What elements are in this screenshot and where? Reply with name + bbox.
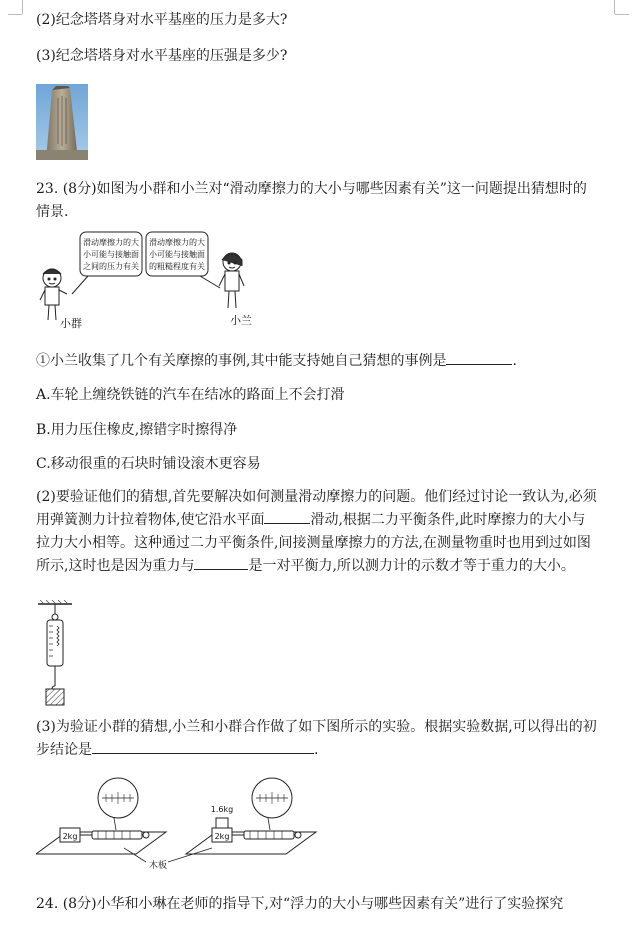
answer-blank-4[interactable] [92,739,314,754]
girl-figure [219,253,244,308]
q23-sub3 [36,716,598,762]
q23-sub1-text: ①小兰收集了几个有关摩擦的事例,其中能支持她自己猜想的事例是 [36,353,447,369]
q23-sub3-end: . [314,742,319,758]
friction-experiment-figure [36,776,326,872]
q23-sub1-end: . [512,353,517,369]
bubble-left-line-1: 滑动摩擦力的大 [83,238,139,247]
left-block-label: 2kg [62,832,78,841]
bubble-left-line-3: 之间的压力有关 [83,262,139,271]
board-label: 木板 [148,861,168,871]
margin-mark-left-h [8,14,22,15]
q23-stem: 23. (8分)如图为小群和小兰对“滑动摩擦力的大小与哪些因素有关”这一问题提出猜想时的情景. [36,181,587,220]
speech-scene-figure [36,228,276,332]
bubble-right-line-1: 滑动摩擦力的大 [149,238,205,247]
bubble-right-line-2: 小可能与接触面 [149,250,205,259]
option-b: B.用力压住橡皮,擦错字时擦得净 [36,422,238,438]
q22-sub2: (2)纪念塔塔身对水平基座的压力是多大? [36,12,288,28]
option-a: A.车轮上缠绕铁链的汽车在结冰的路面上不会打滑 [36,387,345,403]
bubble-right-line-3: 的粗糙程度有关 [149,262,205,271]
margin-mark-right-h [615,14,629,15]
answer-blank-2[interactable] [264,509,310,524]
boy-figure [40,269,67,320]
q24-stem: 24. (8分)小华和小琳在老师的指导下,对“浮力的大小与哪些因素有关”进行了实验探究 [36,896,564,912]
q23-sub2-part-b: 滑动,根据二力平衡条件,此时摩擦力的大小与拉力大小相等。这种通过二力平衡条件,间接测量摩擦力的方法,在测量物重时也用到过如图所示,这时也是因为重力与 [36,512,591,574]
spring-scale-figure [36,600,76,708]
option-c: C.移动很重的石块时铺设滚木更容易 [36,456,261,472]
q23-sub2-part-a: (2)要验证他们的猜想,首先要解决如何测量滑动摩擦力的问题。他们经过讨论一致认为,必须用弹簧测力计拉着物体,使它沿水平面 [36,489,597,528]
margin-mark-right [614,0,615,14]
answer-blank-1[interactable] [446,350,512,365]
bubble-left-line-2: 小可能与接触面 [83,250,139,259]
q22-sub3: (3)纪念塔塔身对水平基座的压强是多少? [36,48,288,64]
girl-name: 小兰 [230,314,252,327]
weight-label: 1.6kg [210,805,234,814]
answer-blank-3[interactable] [194,555,248,570]
q23-sub2 [36,486,598,578]
margin-mark-left [22,0,23,14]
q23-sub2-part-c: 是一对平衡力,所以测力计的示数才等于重力的大小。 [248,558,575,574]
q23-sub1 [36,350,517,371]
boy-name: 小群 [60,317,82,330]
q23-sub3-text: (3)为验证小群的猜想,小兰和小群合作做了如下图所示的实验。根据实验数据,可以得出的初步结论是 [36,719,597,758]
right-block-label: 2kg [214,832,230,841]
monument-photo [36,84,88,160]
